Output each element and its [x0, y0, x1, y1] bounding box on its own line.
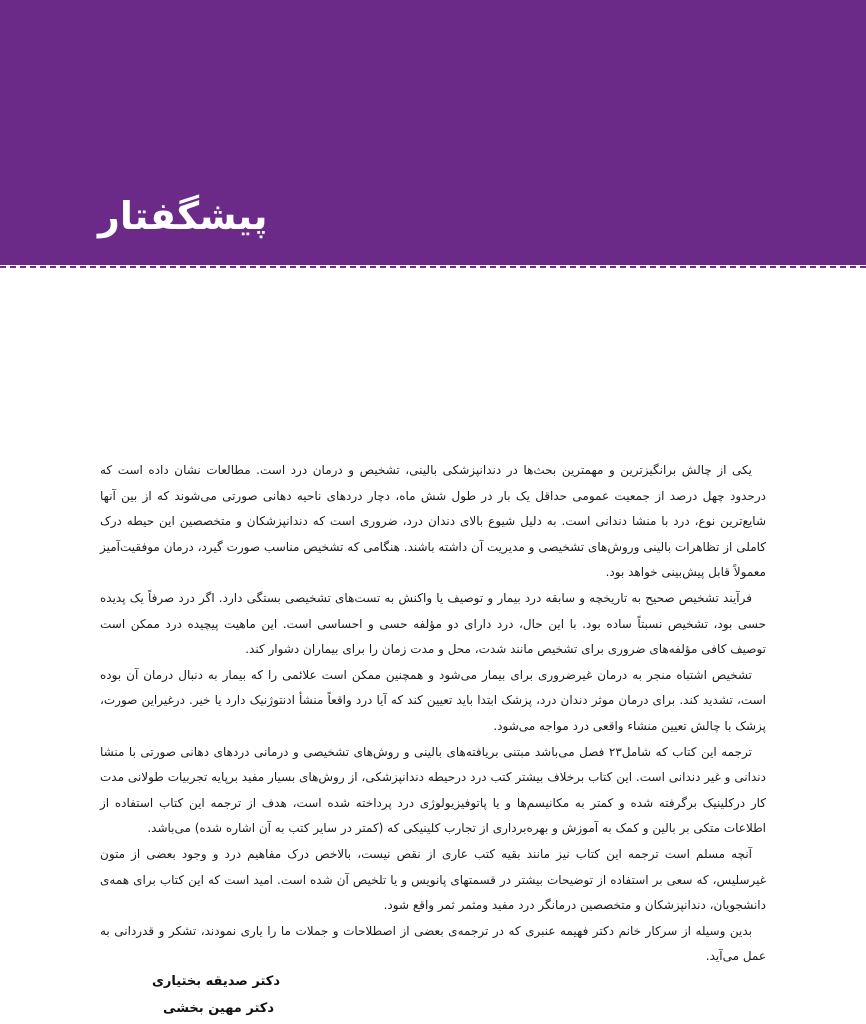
paragraph: فرآیند تشخیص صحیح به تاریخچه و سابقه درد بیمار و توصیف یا واکنش به تست‌های تشخیصی بستگی دارد. اگر درد صرفاً یک پدیده حسی بود، تشخیص نسبتاً ساده بود. با این حال، درد دارای دو مؤلفه حسی و احساسی است. این ماهیت پیچیده درد ممکن است توصیف کافی مؤلفه‌های ضروری برای تشخیص مانند شدت، محل و مدت زمان را برای بیماران دشوار کند. [100, 590, 766, 657]
header-dashed-divider [0, 266, 866, 268]
paragraph: آنچه مسلم است ترجمه این کتاب نیز مانند بقیه کتب عاری از نقص نیست، بالاخص درک مفاهیم درد و وجود بعضی از متون غیرسلیس، که سعی بر استفاده از توضیحات بیشتر در قسمتهای پانویس و یا تلخیص آن شده است. امید است که این کتاب برای همه‌ی دانشجویان، دندانپزشکان و متخصصین درمانگر درد مفید ومثمر ثمر واقع شود. [100, 846, 766, 913]
header-band [0, 0, 866, 265]
paragraph: بدین وسیله از سرکار خانم دکتر فهیمه عنبری که در ترجمه‌ی بعضی از اصطلاحات و جملات ما را یاری نمودند، تشکر و قدردانی به عمل می‌آید. [100, 923, 766, 964]
preface-body [100, 458, 766, 970]
signature-block [100, 968, 280, 1022]
paragraph: تشخیص اشتباه منجر به درمان غیرضروری برای بیمار می‌شود و همچنین ممکن است علائمی را که بیمار به دنبال درمان آن بوده است، تشدید کند. برای درمان موثر دندان درد، پزشک ابتدا باید تعیین کند که آیا درد واقعاً منشأ ادنتوژنیک دارد یا خیر. درغیراین صورت، پزشک با چالش تعیین منشاء واقعی درد مواجه می‌شود. [100, 667, 766, 733]
signature-author: دکتر مهین بخشی [163, 1001, 274, 1016]
paragraph: یکی از چالش برانگیزترین و مهمترین بحث‌ها در دندانپزشکی بالینی، تشخیص و درمان درد است. مطالعات نشان داده است که درحدود چهل درصد از جمعیت عمومی حداقل یک بار در طول شش ماه، دچار دردهای ناحیه دهانی صورتی می‌شوند که از بین آنها شایع‌ترین نوع، درد با منشا دندانی است. به دلیل شیوع بالای دندان درد، ضروری است که دندانپزشکان و متخصصین این حیطه درک کاملی از تظاهرات بالینی وروش‌های تشخیصی و مدیریت آن داشته باشند. هنگامی که تشخیص مناسب صورت گیرد، درمان موفقیت‌آمیز معمولاً قابل پیش‌بینی خواهد بود. [100, 463, 766, 580]
paragraph: ترجمه این کتاب که شامل۲۳ فصل می‌باشد مبتنی بریافته‌های بالینی و روش‌های تشخیصی و درمانی دردهای دهانی صورتی با منشا دندانی و غیر دندانی است. این کتاب برخلاف بیشتر کتب درد درحیطه دندانپزشکی، از روش‌های بسیار مفید برپایه تجربیات طولانی مدت کار درکلینیک برگرفته شده و کمتر به مکانیسم‌ها و یا پاتوفیزیولوژی درد پرداخته شده است، هدف از ترجمه این کتاب استفاده از اطلاعات متکی بر بالین و کمک به آموزش و بهره‌برداری از تجارب کلینیکی که (کمتر در سایر کتب به آن اشاره شده) می‌باشد. [100, 744, 766, 836]
signature-author: دکتر صدیقه بختیاری [151, 974, 280, 989]
page-title: پیشگفتار [98, 194, 268, 238]
